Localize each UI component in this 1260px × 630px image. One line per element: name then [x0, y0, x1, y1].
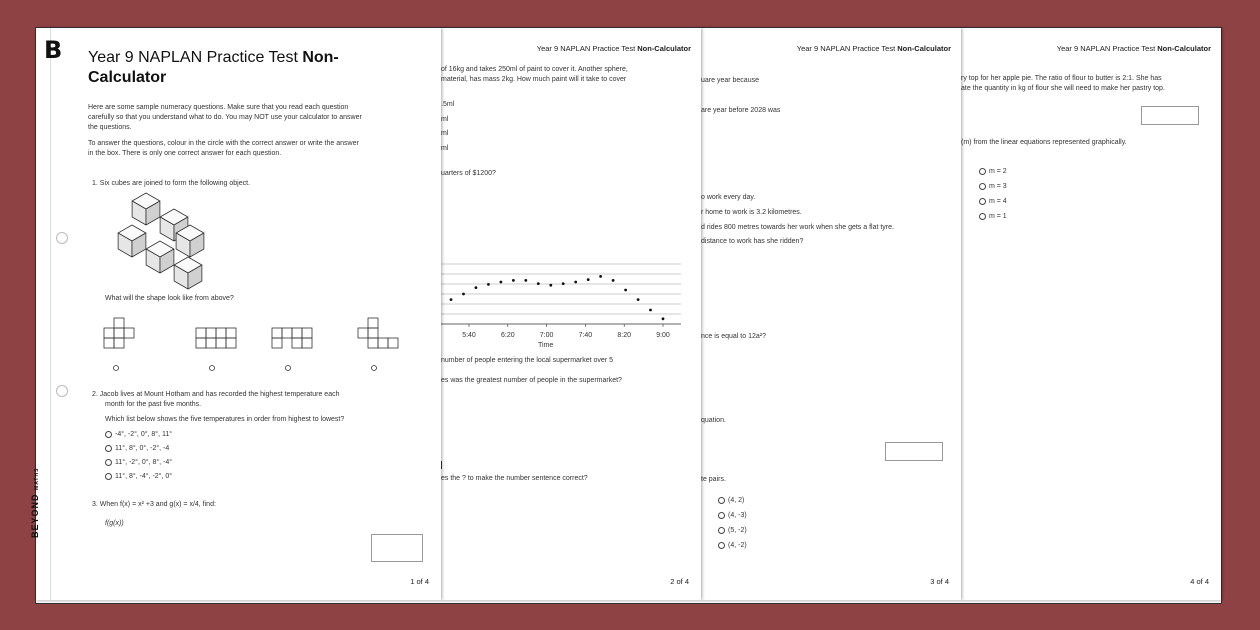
radio-icon [105, 459, 112, 466]
x-tick-label: 7:00 [539, 332, 554, 339]
page-2 [441, 28, 701, 600]
text-line: nce is equal to 12a²? [701, 333, 766, 340]
scatter-point [624, 289, 627, 292]
top-view-cell [114, 338, 124, 348]
text-line: d rides 800 metres towards her work when she gets a flat tyre. [701, 224, 894, 231]
page-4 [961, 28, 1221, 600]
x-axis-label: Time [538, 342, 554, 349]
scatter-point [475, 286, 478, 289]
x-tick-label: 7:40 [578, 332, 593, 339]
page-title: Year 9 NAPLAN Practice Test Non- Calculator [88, 49, 339, 86]
option-radio [286, 366, 291, 371]
x-tick-label: 5:40 [462, 332, 476, 339]
top-view-cell [272, 338, 282, 348]
page-header: Year 9 NAPLAN Practice Test Non-Calculator [796, 44, 951, 53]
option-pair-3[interactable]: (5, -2) [718, 526, 747, 536]
option-a[interactable]: -4°, -2°, 0°, 8°, 11° [105, 430, 172, 440]
top-view-cell [368, 328, 378, 338]
scatter-point [462, 293, 465, 296]
scatter-point [500, 281, 503, 284]
page-number: 4 of 4 [1190, 577, 1209, 586]
scatter-point [562, 282, 565, 285]
radio-icon [979, 168, 986, 175]
option-radio [372, 366, 377, 371]
text-line: ml [441, 116, 449, 123]
top-view-cell [216, 328, 226, 338]
text-line: es the ? to make the number sentence correct? [441, 475, 588, 482]
scatter-point [599, 275, 602, 278]
radio-icon [105, 431, 112, 438]
punch-hole-icon [56, 385, 68, 397]
page-1 [30, 28, 441, 600]
top-view-cell [368, 318, 378, 328]
text-line: ml [441, 145, 449, 152]
scatter-point [637, 298, 640, 301]
top-view-cell [292, 328, 302, 338]
top-view-cell [124, 328, 134, 338]
text-line: distance to work has she ridden? [701, 238, 804, 245]
top-view-cell [368, 338, 378, 348]
text-line: te pairs. [701, 476, 726, 483]
question-1: 1. Six cubes are joined to form the following object. [92, 180, 250, 187]
scatter-point [537, 282, 540, 285]
x-tick-label: 9:00 [656, 332, 670, 339]
top-view-cell [302, 338, 312, 348]
beyond-logo-icon: B [44, 36, 63, 64]
option-radio [114, 366, 119, 371]
scatter-point [512, 279, 515, 282]
x-tick-label: 8:20 [617, 332, 632, 339]
question-2-prompt: Which list below shows the five temperatures in order from highest to lowest? [105, 416, 345, 423]
option-c[interactable]: 11°, -2°, 0°, 8°, -4° [105, 458, 172, 468]
scatter-points [450, 275, 665, 320]
text-line: ry top for her apple pie. The ratio of flour to butter is 2:1. She has [961, 75, 1162, 82]
option-m4[interactable]: m = 4 [979, 197, 1007, 207]
text-line: material, has mass 2kg. How much paint will it take to cover [441, 76, 627, 83]
page-3 [701, 28, 961, 600]
text-line: are year before 2028 was [701, 107, 781, 114]
scatter-chart [441, 256, 701, 346]
option-m3[interactable]: m = 3 [979, 182, 1007, 192]
text-line: r home to work is 3.2 kilometres. [701, 209, 802, 216]
top-view-cell [282, 328, 292, 338]
question-3: 3. When f(x) = x² +3 and g(x) = x/4, find: [92, 501, 216, 508]
text-line: o work every day. [701, 194, 756, 201]
option-pair-2[interactable]: (4, -3) [718, 511, 747, 521]
text-line: uare year because [701, 77, 759, 84]
top-view-cell [104, 338, 114, 348]
option-b[interactable]: 11°, 8°, 0°, -2°, -4 [105, 444, 169, 454]
radio-icon [979, 183, 986, 190]
top-view-cell [196, 338, 206, 348]
text-line: .5ml [441, 101, 455, 108]
option-m1[interactable]: m = 1 [979, 212, 1007, 222]
top-view-cell [216, 338, 226, 348]
worksheet-preview [30, 28, 1221, 603]
top-view-cell [302, 328, 312, 338]
intro-text: Here are some sample numeracy questions. Make sure that you read each question [88, 104, 349, 111]
scatter-point [487, 283, 490, 286]
gridlines [441, 264, 681, 324]
x-tick-label: 6:20 [500, 332, 515, 339]
top-view-cell [388, 338, 398, 348]
intro-text: in the box. There is only one correct answer for each question. [88, 150, 282, 157]
radio-icon [979, 213, 986, 220]
option-m2[interactable]: m = 2 [979, 167, 1007, 177]
bracket-mark [441, 461, 442, 469]
top-view-cell [114, 318, 124, 328]
intro-text: carefully so that you understand what to do. You may NOT use your calculator to answer [88, 114, 362, 121]
scatter-point [649, 309, 652, 312]
question-3-part: f(g(x)) [105, 520, 124, 527]
cubes-figure [104, 191, 224, 291]
top-view-cell [272, 328, 282, 338]
answer-box[interactable] [1141, 106, 1199, 125]
page-header: Year 9 NAPLAN Practice Test Non-Calculator [536, 44, 691, 53]
radio-icon [718, 527, 725, 534]
page-number: 3 of 4 [930, 577, 949, 586]
top-view-cell [114, 328, 124, 338]
page-number: 2 of 4 [670, 577, 689, 586]
text-line: ate the quantity in kg of flour she will need to make her pastry top. [961, 85, 1165, 92]
text-line: ml [441, 130, 449, 137]
top-view-cell [206, 338, 216, 348]
text-line: quation. [701, 417, 726, 424]
text-line: of 16kg and takes 250ml of paint to cover it. Another sphere, [441, 66, 628, 73]
radio-icon [718, 542, 725, 549]
text-line: uarters of $1200? [441, 170, 496, 177]
text-line: (m) from the linear equations represented graphically. [961, 139, 1127, 146]
intro-text: To answer the questions, colour in the circle with the correct answer or write the answer [88, 140, 359, 147]
top-view-options [96, 312, 426, 382]
scatter-point [574, 281, 577, 284]
option-d[interactable]: 11°, 8°, -4°, -2°, 0° [105, 472, 172, 482]
answer-box[interactable] [371, 534, 423, 562]
top-view-cell [226, 338, 236, 348]
radio-icon [105, 473, 112, 480]
scatter-point [612, 279, 615, 282]
radio-icon [979, 198, 986, 205]
top-view-cell [206, 328, 216, 338]
option-radio [210, 366, 215, 371]
top-view-cell [358, 328, 368, 338]
question-1-prompt: What will the shape look like from above? [105, 295, 234, 302]
text-line: es was the greatest number of people in the supermarket? [441, 377, 622, 384]
question-2: 2. Jacob lives at Mount Hotham and has recorded the highest temperature each [92, 391, 340, 398]
scatter-point [549, 284, 552, 287]
top-view-cell [196, 328, 206, 338]
radio-icon [718, 497, 725, 504]
top-view-cell [292, 338, 302, 348]
top-view-cell [378, 338, 388, 348]
top-view-cell [104, 328, 114, 338]
page-header: Year 9 NAPLAN Practice Test Non-Calculator [1056, 44, 1211, 53]
text-line: number of people entering the local supermarket over 5 [441, 357, 613, 364]
x-axis-ticks [462, 324, 670, 339]
scatter-point [450, 298, 453, 301]
answer-box[interactable] [885, 442, 943, 461]
page-number: 1 of 4 [410, 577, 429, 586]
intro-text: the questions. [88, 124, 132, 131]
scatter-point [587, 278, 590, 281]
brand-name: BEYOND MATHS [30, 467, 40, 538]
question-2: month for the past five months. [105, 401, 202, 408]
radio-icon [718, 512, 725, 519]
punch-hole-icon [56, 232, 68, 244]
radio-icon [105, 445, 112, 452]
scatter-point [662, 317, 665, 320]
scatter-point [524, 279, 527, 282]
top-view-cell [226, 328, 236, 338]
option-pair-4[interactable]: (4, -2) [718, 541, 747, 551]
option-pair-1[interactable]: (4, 2) [718, 496, 744, 506]
